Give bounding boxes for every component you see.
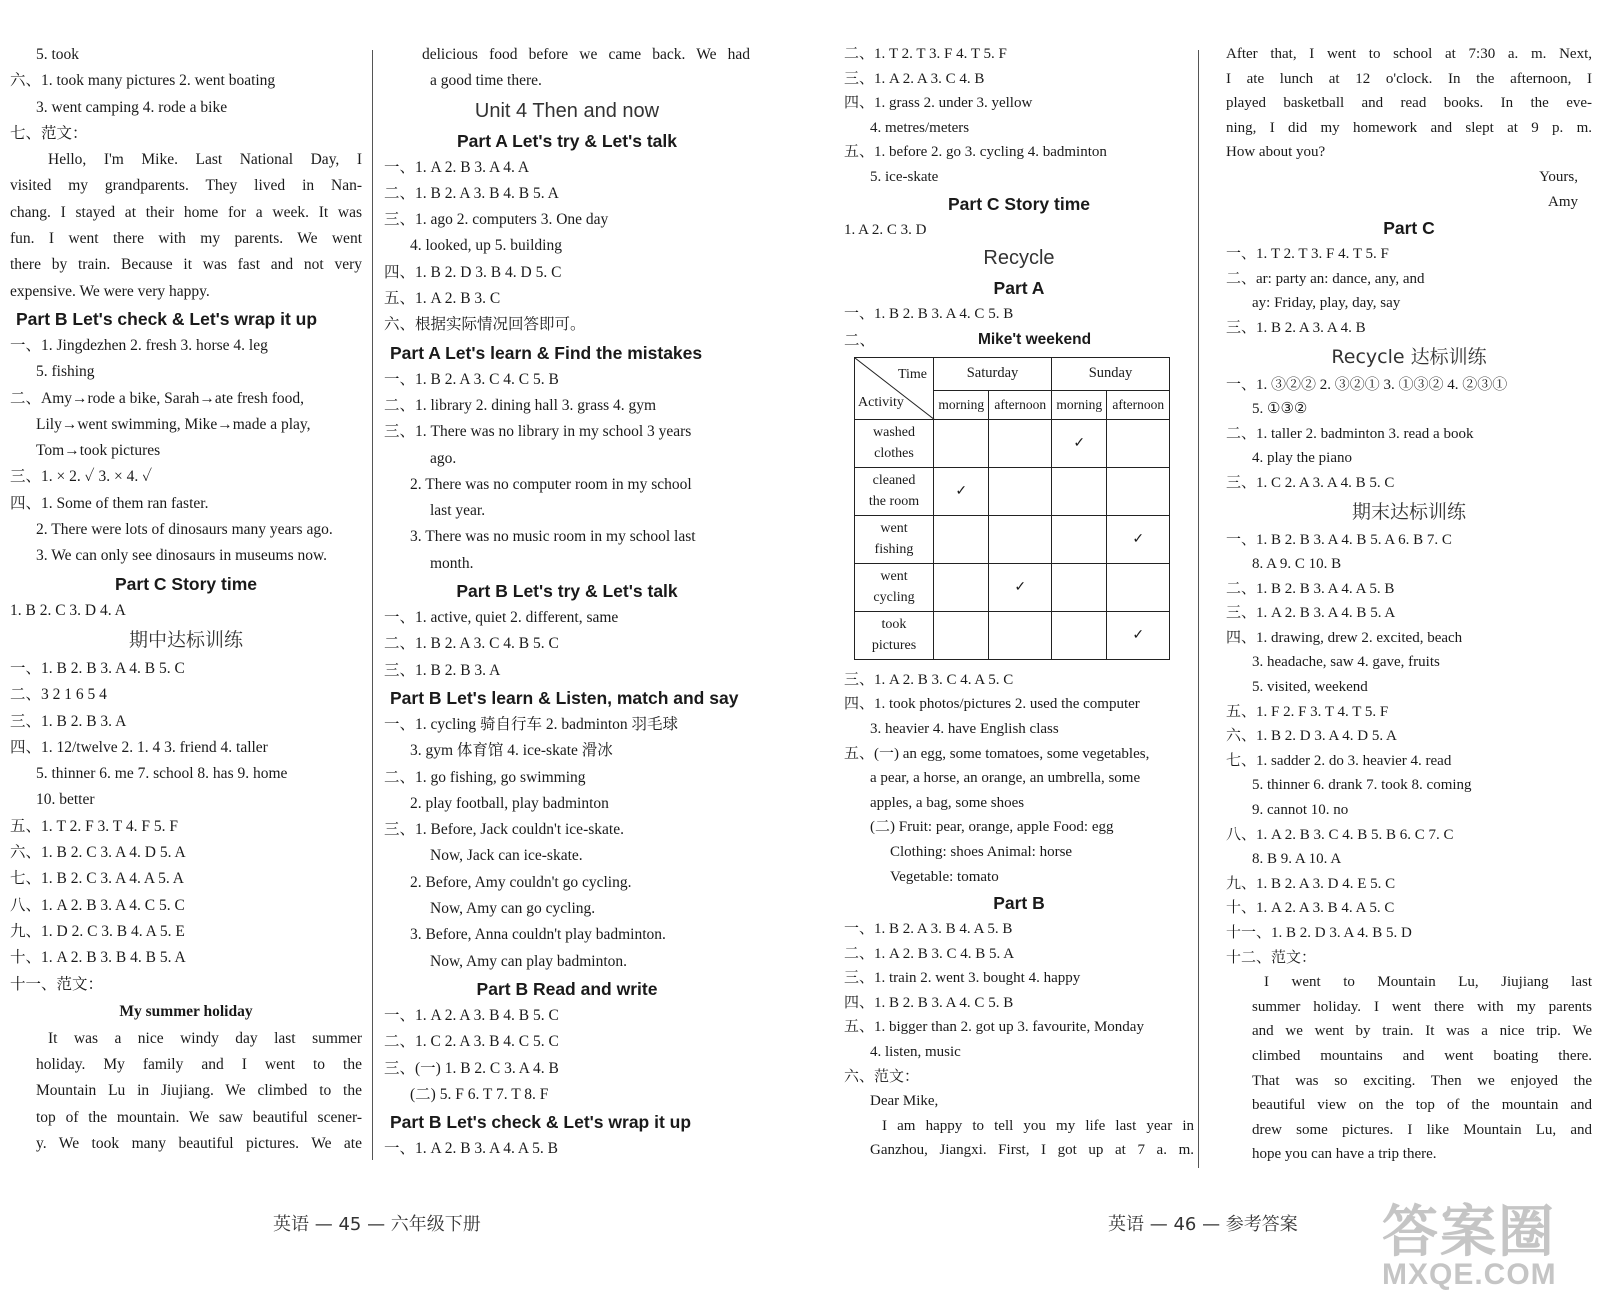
section-heading: Part B Read and write: [476, 978, 658, 999]
activity-cell: [855, 611, 934, 659]
activity-text: went: [880, 521, 908, 537]
activity-cell: [855, 419, 934, 467]
answer-line: 二、ar: party an: dance, any, and: [1226, 270, 1425, 287]
answer-line: 六、根据实际情况回答即可。: [384, 316, 586, 334]
answer-line: 二、3 2 1 6 5 4: [10, 686, 107, 704]
answer-line: 三、1. train 2. went 3. bought 4. happy: [844, 970, 1081, 987]
weekend-table-heading: [844, 327, 1194, 353]
answer-line: 九、1. B 2. A 3. D 4. E 5. C: [1226, 875, 1396, 892]
answer-line: apples, a bag, some shoes: [870, 794, 1025, 811]
answer-line: 一、1. B 2. A 3. C 4. C 5. B: [384, 370, 559, 388]
watermark-url: MXQE.COM: [1382, 1258, 1557, 1291]
answer-line: 5. visited, weekend: [1252, 679, 1368, 696]
answer-line: 一、1. A 2. B 3. A 4. A 5. B: [384, 1140, 558, 1158]
essay-title: My summer holiday: [119, 1002, 253, 1020]
answer-line: 七、1. B 2. C 3. A 4. A 5. A: [10, 870, 184, 888]
answer-line: 3. headache, saw 4. gave, fruits: [1252, 654, 1440, 671]
answer-line: 二、1. B 2. B 3. A 4. A 5. B: [1226, 580, 1395, 597]
slot-header: morning: [1051, 390, 1106, 419]
table-corner-cell: [855, 357, 934, 419]
check-cell: [1051, 611, 1106, 659]
answer-line: 五、1. A 2. B 3. C: [384, 290, 501, 308]
answer-line: 十、1. A 2. B 3. B 4. B 5. A: [10, 949, 186, 967]
answer-line: 4. listen, music: [870, 1044, 961, 1061]
answer-line: 三、1. B 2. A 3. A 4. B: [1226, 319, 1366, 336]
answer-line: climbed mountains and went boating there.: [1252, 1047, 1592, 1064]
answer-line: Clothing: shoes Animal: horse: [890, 843, 1073, 860]
answer-line: 3. went camping 4. rode a bike: [36, 98, 228, 116]
answer-line: 1. A 2. C 3. D: [844, 221, 927, 238]
answer-line: 一、1. B 2. B 3. A 4. B 5. C: [10, 659, 185, 677]
answer-line: I went to Mountain Lu, Jiujiang last: [1264, 974, 1592, 991]
answer-line: and we went by train. It was a nice trip. We: [1252, 1023, 1592, 1040]
answer-line: summer holiday. I went there with my parents: [1252, 998, 1592, 1015]
answer-line: 三、1. B 2. B 3. A: [384, 661, 501, 679]
answer-line: 三、1. A 2. A 3. C 4. B: [844, 70, 985, 87]
answer-line: 三、1. There was no library in my school 3 years: [384, 423, 692, 441]
answer-line: 三、1. B 2. B 3. A: [10, 712, 127, 730]
answer-line: 2. Before, Amy couldn't go cycling.: [410, 873, 632, 891]
answer-line: chang. I stayed at their home for a week. It was: [10, 203, 362, 221]
answer-line: Ganzhou, Jiangxi. First, I got up at 7 a. m.: [870, 1142, 1194, 1159]
answer-line: 5. thinner 6. me 7. school 8. has 9. home: [36, 765, 288, 783]
answer-line: Vegetable: tomato: [890, 868, 999, 885]
answer-line: 3. There was no music room in my school last: [410, 528, 696, 546]
answer-line: 一、1. B 2. B 3. A 4. C 5. B: [844, 306, 1014, 323]
watermark-logo: [1382, 1188, 1592, 1291]
corner-activity-label: Activity: [858, 394, 904, 410]
table-row: [855, 563, 1170, 611]
answer-line: 一、1. active, quiet 2. different, same: [384, 609, 619, 627]
answer-line: holiday. My family and I went to the: [36, 1056, 362, 1074]
answer-line: Mountain Lu in Jiujiang. We climbed to the: [36, 1082, 362, 1100]
activity-cell: [855, 515, 934, 563]
section-heading: Part A: [993, 278, 1045, 299]
answer-line: delicious food before we came back. We had: [422, 46, 750, 63]
answer-line: Tom→took pictures: [36, 442, 161, 460]
answer-line: 六、范文：: [844, 1068, 920, 1085]
answer-line: drew some pictures. I like Mountain Lu, and: [1252, 1121, 1592, 1138]
check-cell: [934, 515, 989, 563]
check-cell: [989, 419, 1052, 467]
answer-line: 1. B 2. C 3. D 4. A: [10, 601, 126, 619]
answer-line: 5. fishing: [36, 363, 95, 381]
check-cell: [934, 419, 989, 467]
answer-line: hope you can have a trip there.: [1252, 1146, 1437, 1163]
slot-header: afternoon: [1107, 390, 1170, 419]
answer-line: beautiful view on the top of the mountain and: [1252, 1097, 1592, 1114]
section-heading: Part C Story time: [948, 193, 1090, 214]
answer-line: 一、1. Jingdezhen 2. fresh 3. horse 4. leg: [10, 336, 268, 354]
column-3-bottom: [844, 668, 1194, 1163]
answer-line: 十二、范文：: [1226, 949, 1317, 966]
answer-line: 八、1. A 2. B 3. A 4. C 5. C: [10, 896, 185, 914]
answer-line: 三、1. ago 2. computers 3. One day: [384, 211, 609, 229]
section-title: Recycle 达标训练: [1331, 345, 1487, 368]
answer-column-2: [384, 42, 750, 1162]
answer-line: 5. ①③②: [1252, 401, 1308, 418]
answer-line: 4. play the piano: [1252, 450, 1352, 467]
answer-line: 五、1. T 2. F 3. T 4. F 5. F: [10, 817, 178, 835]
section-label: 二、: [844, 330, 876, 349]
answer-line: 二、1. C 2. A 3. B 4. C 5. C: [384, 1033, 559, 1051]
section-title: 期末达标训练: [1351, 500, 1466, 523]
column-divider: [1198, 50, 1199, 1168]
section-heading: Part B: [993, 893, 1045, 914]
answer-line: 3. heavier 4. have English class: [870, 720, 1059, 737]
answer-line: 六、1. B 2. D 3. A 4. D 5. A: [1226, 728, 1397, 745]
activity-text: cleaned: [872, 473, 916, 489]
answer-line: Now, Jack can ice-skate.: [430, 847, 583, 865]
day-header: Saturday: [934, 357, 1052, 390]
answer-line: 一、1. ③②② 2. ③②① 3. ①③② 4. ②③①: [1226, 376, 1508, 393]
section-heading: Part A Let's try & Let's talk: [456, 130, 677, 151]
answer-line: 四、1. drawing, drew 2. excited, beach: [1226, 629, 1463, 646]
page-footer-right: 英语 — 46 — 参考答案: [1108, 1214, 1298, 1235]
answer-line: 四、1. 12/twelve 2. 1. 4 3. friend 4. taller: [10, 738, 268, 756]
answer-line: 五、(一) an egg, some tomatoes, some vegetables,: [844, 745, 1150, 762]
answer-line: 三、1. Before, Jack couldn't ice-skate.: [384, 821, 624, 839]
section-title: 期中达标训练: [128, 628, 243, 651]
answer-line: 5. thinner 6. drank 7. took 8. coming: [1252, 777, 1472, 794]
answer-line: It was a nice windy day last summer: [48, 1029, 362, 1047]
slot-header: afternoon: [989, 390, 1052, 419]
answer-line: a good time there.: [430, 72, 542, 90]
answer-line: a pear, a horse, an orange, an umbrella, some: [870, 770, 1141, 787]
answer-line: last year.: [430, 502, 486, 520]
answer-line: Now, Amy can go cycling.: [430, 900, 596, 918]
activity-text: took: [881, 617, 907, 633]
answer-line: month.: [430, 554, 474, 572]
check-cell: ✓: [1107, 611, 1170, 659]
answer-line: visited my grandparents. They lived in Nan-: [10, 177, 362, 195]
check-cell: [1107, 467, 1170, 515]
answer-line: 十一、范文：: [10, 975, 104, 993]
answer-column-1: [10, 42, 362, 1157]
day-header: Sunday: [1051, 357, 1169, 390]
answer-line: (二) Fruit: pear, orange, apple Food: egg: [870, 819, 1114, 836]
check-cell: ✓: [1107, 515, 1170, 563]
answer-line: 2. There was no computer room in my school: [410, 475, 692, 493]
answer-line: 五、1. bigger than 2. got up 3. favourite, Monday: [844, 1019, 1144, 1036]
answer-line: 六、1. B 2. C 3. A 4. D 5. A: [10, 844, 186, 862]
answer-line: Lily→went swimming, Mike→made a play,: [36, 415, 311, 433]
check-cell: [1051, 467, 1106, 515]
check-cell: [1051, 563, 1106, 611]
answer-line: 二、1. A 2. B 3. C 4. B 5. A: [844, 945, 1015, 962]
answer-line: 二、1. library 2. dining hall 3. grass 4. gym: [384, 396, 657, 414]
answer-line: ning, I did my homework and slept at 9 p. m.: [1226, 119, 1592, 136]
answer-line: I am happy to tell you my life last year in: [882, 1117, 1194, 1134]
answer-line: 九、1. D 2. C 3. B 4. A 5. E: [10, 922, 185, 940]
answer-line: Now, Amy can play badminton.: [430, 952, 628, 970]
check-cell: [989, 611, 1052, 659]
column-3-top: [844, 42, 1194, 327]
answer-line: 五、1. F 2. F 3. T 4. T 5. F: [1226, 703, 1389, 720]
answer-line: ago.: [430, 449, 457, 467]
activity-cell: [855, 563, 934, 611]
table-row: [855, 467, 1170, 515]
section-heading: Part B Let's learn & Listen, match and say: [390, 687, 739, 708]
answer-line: 四、1. took photos/pictures 2. used the computer: [844, 696, 1140, 713]
answer-line: top of the mountain. We saw beautiful scener-: [36, 1108, 362, 1126]
check-cell: [934, 563, 989, 611]
section-heading: Part C Story time: [115, 573, 257, 594]
answer-line: ay: Friday, play, day, say: [1252, 295, 1401, 312]
answer-line: Dear Mike,: [870, 1093, 939, 1110]
answer-line: How about you?: [1226, 144, 1326, 161]
activity-text: went: [880, 569, 908, 585]
answer-line: 5. took: [36, 46, 80, 63]
column-divider: [372, 50, 373, 1160]
table-row: [855, 611, 1170, 659]
answer-line: 五、1. before 2. go 3. cycling 4. badminton: [844, 144, 1107, 161]
answer-line: 一、1. B 2. A 3. B 4. A 5. B: [844, 921, 1013, 938]
answer-line: 8. A 9. C 10. B: [1252, 556, 1342, 573]
answer-line: 3. Before, Anna couldn't play badminton.: [410, 926, 666, 944]
answer-line: Yours,: [1539, 168, 1578, 185]
check-cell: [934, 611, 989, 659]
activity-text: the room: [868, 494, 920, 510]
check-cell: ✓: [1051, 419, 1106, 467]
table-row: [855, 419, 1170, 467]
table-row: [855, 515, 1170, 563]
answer-line: 2. play football, play badminton: [410, 794, 609, 812]
answer-line: 一、1. T 2. T 3. F 4. T 5. F: [1226, 246, 1389, 263]
answer-line: 9. cannot 10. no: [1252, 802, 1349, 819]
section-heading: Part A Let's learn & Find the mistakes: [390, 342, 703, 363]
answer-line: there by train. Because it was fast and not very: [10, 256, 362, 274]
answer-line: 4. metres/meters: [870, 119, 970, 136]
answer-line: 四、1. B 2. D 3. B 4. D 5. C: [384, 263, 562, 281]
answer-line: 三、(一) 1. B 2. C 3. A 4. B: [384, 1059, 559, 1077]
answer-line: 3. We can only see dinosaurs in museums now.: [36, 547, 328, 565]
check-cell: [1107, 563, 1170, 611]
answer-line: 三、1. C 2. A 3. A 4. B 5. C: [1226, 474, 1395, 491]
answer-line: 二、1. B 2. A 3. B 4. B 5. A: [384, 184, 559, 202]
watermark-text: 答案圈: [1382, 1200, 1556, 1265]
section-heading: Part B Let's check & Let's wrap it up: [16, 308, 318, 329]
answer-line: 三、1. A 2. B 3. A 4. B 5. A: [1226, 605, 1396, 622]
answer-line: I ate lunch at 12 o'clock. In the afternoon, I: [1226, 70, 1592, 87]
answer-line: 十、1. A 2. A 3. B 4. A 5. C: [1226, 900, 1395, 917]
answer-line: y. We took many beautiful pictures. We ate: [36, 1134, 362, 1152]
answer-line: 四、1. Some of them ran faster.: [10, 494, 209, 512]
answer-line: After that, I went to school at 7:30 a. m. Next,: [1226, 46, 1592, 62]
answer-line: 一、1. B 2. B 3. A 4. B 5. A 6. B 7. C: [1226, 531, 1452, 548]
answer-line: That was so exciting. Then we enjoyed the: [1252, 1072, 1592, 1089]
activity-text: cycling: [873, 590, 915, 606]
section-heading: Part B Let's try & Let's talk: [456, 581, 678, 602]
check-cell: [1107, 419, 1170, 467]
check-cell: [989, 467, 1052, 515]
answer-line: 四、1. B 2. B 3. A 4. C 5. B: [844, 994, 1014, 1011]
activity-text: clothes: [874, 446, 914, 462]
answer-column-3: [844, 42, 1194, 1163]
weekend-activity-table: [854, 357, 1170, 660]
page-footer-left: 英语 — 45 — 六年级下册: [273, 1214, 481, 1235]
unit-title: Recycle: [983, 247, 1055, 270]
check-cell: [1051, 515, 1106, 563]
activity-text: fishing: [874, 542, 914, 558]
unit-title: Unit 4 Then and now: [474, 99, 660, 122]
answer-line: 七、范文：: [10, 124, 88, 142]
answer-line: 三、1. A 2. B 3. C 4. A 5. C: [844, 671, 1014, 688]
answer-line: 一、1. A 2. A 3. B 4. B 5. C: [384, 1006, 559, 1024]
corner-time-label: Time: [897, 366, 927, 382]
activity-text: washed: [873, 425, 915, 441]
answer-line: 4. looked, up 5. building: [410, 237, 562, 255]
table-title: Mike't weekend: [977, 330, 1092, 348]
answer-line: 十一、1. B 2. D 3. A 4. B 5. D: [1226, 925, 1412, 941]
check-cell: ✓: [989, 563, 1052, 611]
answer-line: 二、Amy→rode a bike, Sarah→ate fresh food,: [10, 389, 304, 407]
answer-line: 八、1. A 2. B 3. C 4. B 5. B 6. C 7. C: [1226, 826, 1454, 843]
answer-line: 二、1. go fishing, go swimming: [384, 768, 586, 786]
answer-line: 8. B 9. A 10. A: [1252, 851, 1342, 868]
answer-line: 10. better: [36, 791, 95, 809]
section-heading: Part B Let's check & Let's wrap it up: [390, 1112, 692, 1133]
answer-line: 二、1. T 2. T 3. F 4. T 5. F: [844, 46, 1007, 62]
answer-line: 2. There were lots of dinosaurs many years ago.: [36, 521, 333, 539]
answer-line: 二、1. B 2. A 3. C 4. B 5. C: [384, 635, 559, 653]
section-heading: Part C: [1383, 218, 1435, 239]
activity-text: pictures: [871, 638, 917, 654]
answer-column-4: [1226, 42, 1592, 1167]
answer-line: 六、1. took many pictures 2. went boating: [10, 72, 276, 90]
answer-line: 二、1. taller 2. badminton 3. read a book: [1226, 425, 1474, 442]
answer-line: 七、1. sadder 2. do 3. heavier 4. read: [1226, 752, 1452, 769]
answer-line: expensive. We were very happy.: [10, 282, 210, 300]
slot-header: morning: [934, 390, 989, 419]
answer-line: Hello, I'm Mike. Last National Day, I: [48, 151, 362, 169]
answer-line: fun. I went there with my parents. We went: [10, 230, 362, 248]
answer-line: 3. gym 体育馆 4. ice-skate 滑冰: [410, 742, 613, 760]
answer-line: 四、1. grass 2. under 3. yellow: [844, 95, 1033, 112]
answer-line: 一、1. A 2. B 3. A 4. A: [384, 158, 530, 176]
answer-line: played basketball and read books. In the eve-: [1226, 95, 1592, 112]
activity-cell: [855, 467, 934, 515]
answer-line: 三、1. × 2. ✓ 3. × 4. ✓: [10, 468, 153, 486]
answer-line: (二) 5. F 6. T 7. T 8. F: [410, 1085, 549, 1103]
answer-line: 5. ice-skate: [870, 168, 939, 185]
check-cell: [989, 515, 1052, 563]
answer-line: 一、1. cycling 骑自行车 2. badminton 羽毛球: [384, 715, 679, 733]
check-cell: ✓: [934, 467, 989, 515]
answer-line: Amy: [1548, 193, 1578, 210]
